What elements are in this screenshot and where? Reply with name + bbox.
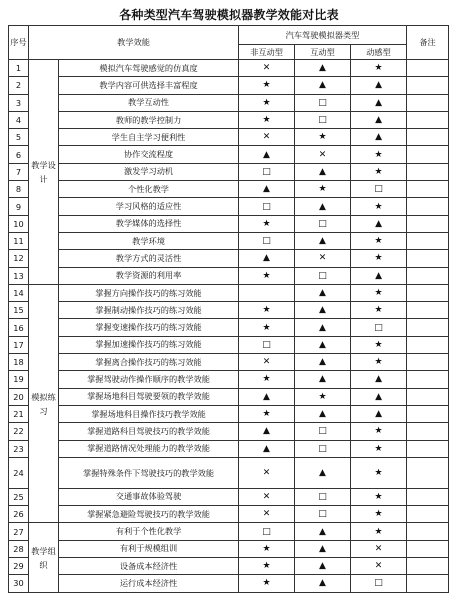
row-number: 10: [9, 215, 29, 232]
remark-cell: [407, 77, 449, 94]
rating-dynamic: ▲: [351, 94, 407, 111]
table-title: 各种类型汽车驾驶模拟器教学效能对比表: [119, 8, 339, 22]
efficacy-item: 掌握场地科目驾驶要领的教学效能: [59, 388, 239, 405]
section-teaching-design: 教学设计: [29, 60, 59, 285]
table-row: [9, 232, 449, 249]
table-row: [9, 146, 449, 163]
rating-non-interactive: ✕: [239, 60, 295, 77]
rating-non-interactive: □: [239, 163, 295, 180]
rating-interactive: ★: [295, 181, 351, 198]
remark-cell: [407, 198, 449, 215]
rating-non-interactive: □: [239, 336, 295, 353]
rating-interactive: ▲: [295, 284, 351, 301]
rating-interactive: ▲: [295, 457, 351, 488]
table-row: [9, 198, 449, 215]
rating-non-interactive: ✕: [239, 354, 295, 371]
row-number: 14: [9, 284, 29, 301]
remark-cell: [407, 284, 449, 301]
efficacy-item: 运行成本经济性: [59, 575, 239, 592]
efficacy-item: 学习风格的适应性: [59, 198, 239, 215]
table-row: [9, 111, 449, 128]
rating-dynamic: ▲: [351, 371, 407, 388]
rating-interactive: ▲: [295, 405, 351, 422]
header-simulator-type: 汽车驾驶模拟器类型: [239, 26, 407, 45]
row-number: 23: [9, 440, 29, 457]
rating-dynamic: ★: [351, 198, 407, 215]
rating-interactive: □: [295, 506, 351, 523]
remark-cell: [407, 457, 449, 488]
rating-interactive: □: [295, 423, 351, 440]
rating-dynamic: ✕: [351, 540, 407, 557]
efficacy-item: 掌握离合操作技巧的练习效能: [59, 354, 239, 371]
table-row: [9, 215, 449, 232]
efficacy-item: 交通事故体验驾驶: [59, 488, 239, 505]
header-non-interactive: 非互动型: [239, 45, 295, 60]
row-number: 6: [9, 146, 29, 163]
section-simulated-practice: 模拟练习: [29, 284, 59, 523]
table-row: [9, 388, 449, 405]
rating-non-interactive: ★: [239, 94, 295, 111]
rating-non-interactive: ▲: [239, 146, 295, 163]
remark-cell: [407, 267, 449, 284]
table-row: [9, 302, 449, 319]
efficacy-item: 掌握方向操作技巧的练习效能: [59, 284, 239, 301]
efficacy-item: 掌握驾驶动作操作顺序的教学效能: [59, 371, 239, 388]
efficacy-item: 掌握道路情况处理能力的教学效能: [59, 440, 239, 457]
rating-interactive: ▲: [295, 232, 351, 249]
rating-non-interactive: ▲: [239, 423, 295, 440]
rating-dynamic: ▲: [351, 111, 407, 128]
header-interactive: 互动型: [295, 45, 351, 60]
rating-dynamic: ★: [351, 163, 407, 180]
rating-interactive: ▲: [295, 371, 351, 388]
remark-cell: [407, 405, 449, 422]
rating-interactive: ▲: [295, 77, 351, 94]
table-row: [9, 440, 449, 457]
efficacy-item: 学生自主学习便利性: [59, 129, 239, 146]
rating-interactive: □: [295, 94, 351, 111]
remark-cell: [407, 319, 449, 336]
row-number: 2: [9, 77, 29, 94]
rating-interactive: □: [295, 267, 351, 284]
remark-cell: [407, 488, 449, 505]
remark-cell: [407, 250, 449, 267]
rating-dynamic: ▲: [351, 405, 407, 422]
row-number: 18: [9, 354, 29, 371]
rating-dynamic: ★: [351, 440, 407, 457]
rating-non-interactive: ✕: [239, 129, 295, 146]
row-number: 5: [9, 129, 29, 146]
row-number: 15: [9, 302, 29, 319]
rating-dynamic: ★: [351, 523, 407, 540]
rating-non-interactive: ★: [239, 575, 295, 592]
remark-cell: [407, 506, 449, 523]
remark-cell: [407, 371, 449, 388]
rating-non-interactive: ★: [239, 302, 295, 319]
row-number: 28: [9, 540, 29, 557]
remark-cell: [407, 163, 449, 180]
table-row: [9, 558, 449, 575]
row-number: 22: [9, 423, 29, 440]
rating-interactive: ★: [295, 388, 351, 405]
remark-cell: [407, 181, 449, 198]
rating-dynamic: ▲: [351, 215, 407, 232]
rating-interactive: ▲: [295, 60, 351, 77]
rating-dynamic: ★: [351, 457, 407, 488]
rating-non-interactive: ★: [239, 558, 295, 575]
remark-cell: [407, 354, 449, 371]
remark-cell: [407, 111, 449, 128]
table-row: [9, 94, 449, 111]
row-number: 25: [9, 488, 29, 505]
rating-non-interactive: [239, 284, 295, 301]
section-teaching-organization: 教学组织: [29, 523, 59, 592]
efficacy-item: 教师的教学控制力: [59, 111, 239, 128]
remark-cell: [407, 558, 449, 575]
remark-cell: [407, 575, 449, 592]
efficacy-item: 有利于规模组训: [59, 540, 239, 557]
rating-non-interactive: ★: [239, 111, 295, 128]
efficacy-item: 协作交流程度: [59, 146, 239, 163]
rating-interactive: ▲: [295, 523, 351, 540]
rating-dynamic: ▲: [351, 267, 407, 284]
rating-non-interactive: ✕: [239, 506, 295, 523]
table-body: [9, 60, 449, 593]
remark-cell: [407, 232, 449, 249]
rating-non-interactive: ▲: [239, 181, 295, 198]
remark-cell: [407, 146, 449, 163]
table-row: [9, 371, 449, 388]
row-number: 1: [9, 60, 29, 77]
rating-dynamic: ★: [351, 506, 407, 523]
rating-interactive: □: [295, 111, 351, 128]
rating-dynamic: ▲: [351, 129, 407, 146]
row-number: 3: [9, 94, 29, 111]
row-number: 8: [9, 181, 29, 198]
rating-dynamic: ★: [351, 302, 407, 319]
table-row: [9, 488, 449, 505]
efficacy-item: 模拟汽车驾驶感觉的仿真度: [59, 60, 239, 77]
table-row: [9, 267, 449, 284]
remark-cell: [407, 215, 449, 232]
rating-non-interactive: ✕: [239, 457, 295, 488]
rating-dynamic: ★: [351, 354, 407, 371]
row-number: 13: [9, 267, 29, 284]
rating-interactive: ▲: [295, 558, 351, 575]
efficacy-item: 有利于个性化教学: [59, 523, 239, 540]
rating-interactive: □: [295, 488, 351, 505]
row-number: 26: [9, 506, 29, 523]
remark-cell: [407, 423, 449, 440]
rating-interactive: ✕: [295, 146, 351, 163]
row-number: 12: [9, 250, 29, 267]
rating-dynamic: ▲: [351, 388, 407, 405]
rating-non-interactive: ★: [239, 371, 295, 388]
table-row: [9, 60, 449, 77]
rating-non-interactive: ★: [239, 77, 295, 94]
rating-non-interactive: ▲: [239, 250, 295, 267]
rating-interactive: ▲: [295, 198, 351, 215]
rating-dynamic: ★: [351, 423, 407, 440]
table-row: [9, 319, 449, 336]
row-number: 4: [9, 111, 29, 128]
rating-non-interactive: ★: [239, 319, 295, 336]
remark-cell: [407, 440, 449, 457]
rating-dynamic: ★: [351, 284, 407, 301]
row-number: 17: [9, 336, 29, 353]
row-number: 20: [9, 388, 29, 405]
remark-cell: [407, 94, 449, 111]
rating-dynamic: ★: [351, 60, 407, 77]
rating-non-interactive: ★: [239, 405, 295, 422]
table-row: [9, 77, 449, 94]
rating-dynamic: □: [351, 575, 407, 592]
remark-cell: [407, 336, 449, 353]
row-number: 11: [9, 232, 29, 249]
table-row: [9, 284, 449, 301]
row-number: 16: [9, 319, 29, 336]
remark-cell: [407, 129, 449, 146]
efficacy-item: 掌握加速操作技巧的练习效能: [59, 336, 239, 353]
row-number: 29: [9, 558, 29, 575]
rating-non-interactive: ★: [239, 540, 295, 557]
table-row: [9, 457, 449, 488]
row-number: 19: [9, 371, 29, 388]
efficacy-item: 掌握场地科目操作技巧教学效能: [59, 405, 239, 422]
rating-non-interactive: ▲: [239, 388, 295, 405]
remark-cell: [407, 60, 449, 77]
rating-non-interactive: ★: [239, 267, 295, 284]
table-row: [9, 575, 449, 592]
remark-cell: [407, 302, 449, 319]
rating-dynamic: ▲: [351, 77, 407, 94]
rating-dynamic: □: [351, 181, 407, 198]
table-row: [9, 506, 449, 523]
row-number: 9: [9, 198, 29, 215]
header-no: 序号: [9, 26, 29, 60]
header-efficacy: 教学效能: [29, 26, 239, 60]
rating-non-interactive: ▲: [239, 440, 295, 457]
row-number: 24: [9, 457, 29, 488]
rating-non-interactive: □: [239, 232, 295, 249]
efficacy-item: 教学方式的灵活性: [59, 250, 239, 267]
table-row: [9, 129, 449, 146]
efficacy-item: 教学内容可供选择丰富程度: [59, 77, 239, 94]
rating-interactive: ▲: [295, 163, 351, 180]
row-number: 27: [9, 523, 29, 540]
header-dynamic: 动感型: [351, 45, 407, 60]
table-row: [9, 540, 449, 557]
rating-dynamic: ★: [351, 146, 407, 163]
rating-non-interactive: ✕: [239, 488, 295, 505]
remark-cell: [407, 540, 449, 557]
efficacy-item: 掌握道路科目驾驶技巧的教学效能: [59, 423, 239, 440]
rating-dynamic: ★: [351, 232, 407, 249]
table-row: [9, 336, 449, 353]
efficacy-item: 掌握特殊条件下驾驶技巧的教学效能: [59, 457, 239, 488]
row-number: 21: [9, 405, 29, 422]
rating-interactive: ▲: [295, 354, 351, 371]
rating-interactive: ▲: [295, 336, 351, 353]
remark-cell: [407, 523, 449, 540]
rating-interactive: □: [295, 215, 351, 232]
rating-dynamic: □: [351, 319, 407, 336]
rating-interactive: ✕: [295, 250, 351, 267]
rating-dynamic: ★: [351, 250, 407, 267]
rating-interactive: ▲: [295, 540, 351, 557]
rating-interactive: ★: [295, 129, 351, 146]
efficacy-item: 教学资源的利用率: [59, 267, 239, 284]
efficacy-item: 个性化教学: [59, 181, 239, 198]
rating-non-interactive: □: [239, 198, 295, 215]
rating-interactive: ▲: [295, 319, 351, 336]
rating-non-interactive: □: [239, 523, 295, 540]
table-row: [9, 523, 449, 540]
table-row: [9, 181, 449, 198]
rating-interactive: □: [295, 440, 351, 457]
rating-dynamic: ★: [351, 488, 407, 505]
table-row: [9, 405, 449, 422]
comparison-table: [8, 25, 449, 593]
efficacy-item: 激发学习动机: [59, 163, 239, 180]
efficacy-item: 掌握紧急避险驾驶技巧的教学效能: [59, 506, 239, 523]
efficacy-item: 设备成本经济性: [59, 558, 239, 575]
table-row: [9, 354, 449, 371]
efficacy-item: 教学环境: [59, 232, 239, 249]
rating-interactive: ▲: [295, 302, 351, 319]
row-number: 30: [9, 575, 29, 592]
efficacy-item: 掌握变速操作技巧的练习效能: [59, 319, 239, 336]
table-row: [9, 423, 449, 440]
rating-interactive: ▲: [295, 575, 351, 592]
efficacy-item: 教学媒体的选择性: [59, 215, 239, 232]
rating-dynamic: ✕: [351, 558, 407, 575]
efficacy-item: 教学互动性: [59, 94, 239, 111]
rating-dynamic: ★: [351, 336, 407, 353]
header-remark: 备注: [407, 26, 449, 60]
row-number: 7: [9, 163, 29, 180]
table-row: [9, 163, 449, 180]
efficacy-item: 掌握制动操作技巧的练习效能: [59, 302, 239, 319]
rating-non-interactive: ★: [239, 215, 295, 232]
table-row: [9, 250, 449, 267]
remark-cell: [407, 388, 449, 405]
